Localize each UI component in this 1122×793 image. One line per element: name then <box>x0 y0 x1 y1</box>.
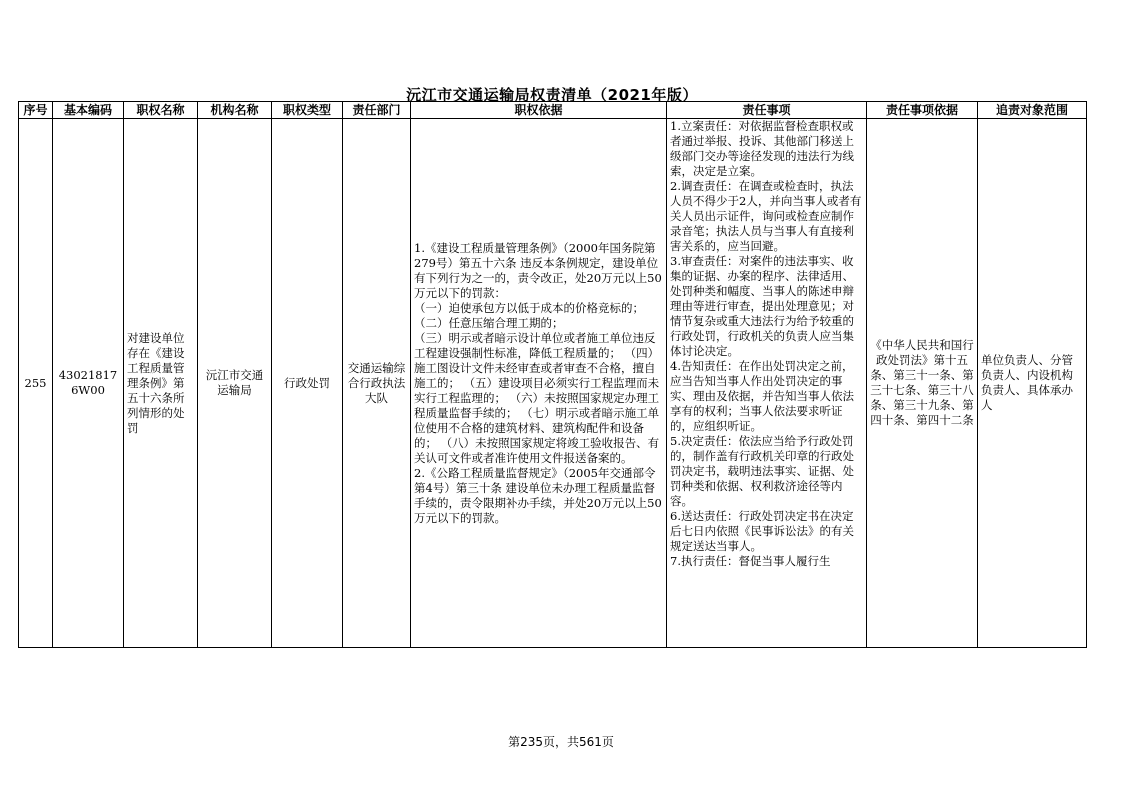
duty-item: 2.调查责任：在调查或检查时，执法人员不得少于2人，并向当事人或者有关人员出示证件，询问或检查应制作录音笔；执法人员与当事人有直接利害关系的，应当回避。 <box>670 179 862 253</box>
basis-paragraph: 2.《公路工程质量监督规定》（2005年交通部令第4号）第三十条 建设单位未办理工程质量监督手续的，责令限期补办手续，并处20万元以上50万元以下的罚款。 <box>414 465 662 525</box>
duty-item: 5.决定责任：依法应当给予行政处罚的，制作盖有行政机关印章的行政处罚决定书，载明违法事实、证据、处罚种类和依据、权利救济途径等内容。 <box>670 434 854 508</box>
duties-list <box>670 119 863 647</box>
duty-item: 4.告知责任：在作出处罚决定之前，应当告知当事人作出处罚决定的事实、理由及依据，并告知当事人依法享有的权利；当事人依法要求听证的，应组织听证。 <box>670 359 854 433</box>
header-dept: 责任部门 <box>343 102 411 119</box>
duty-item: 1.立案责任：对依据监督检查职权或者通过举报、投诉、其他部门移送上级部门交办等途径发现的违法行为线索，决定是立案。 <box>670 119 854 178</box>
cell-duty-basis: 《中华人民共和国行政处罚法》第十五条、第三十一条、第三十七条、第三十八条、第三十九条、第四十条、第四十二条 <box>867 119 978 648</box>
header-power-type: 职权类型 <box>272 102 343 119</box>
header-power-name: 职权名称 <box>124 102 198 119</box>
header-duty-basis: 责任事项依据 <box>867 102 978 119</box>
duty-item: 6.送达责任：行政处罚决定书在决定后七日内依照《民事诉讼法》的有关规定送达当事人。 <box>670 509 854 553</box>
header-seq: 序号 <box>19 102 53 119</box>
cell-duties <box>667 119 867 648</box>
cell-power-type: 行政处罚 <box>272 119 343 648</box>
cell-dept: 交通运输综合行政执法大队 <box>343 119 411 648</box>
header-code: 基本编码 <box>53 102 124 119</box>
table-row <box>19 119 1087 648</box>
header-duties: 责任事项 <box>667 102 867 119</box>
cell-seq: 255 <box>19 119 53 648</box>
header-basis: 职权依据 <box>411 102 667 119</box>
duty-item: 7.执行责任：督促当事人履行生 <box>670 554 831 568</box>
basis-paragraph: （三）明示或者暗示设计单位或者施工单位违反工程建设强制性标准，降低工程质量的； （四）施工图设计文件未经审查或者审查不合格，擅自施工的； （五）建设项目必须实行工程监理而未实行工程监理的； （六）未按照国家规定办理工程质量监督手续的； （七）明示或者暗示施工单位使用不合格的建筑材料、建筑构配件和设备的； （八）未按照国家规定将竣工验收报告、有关认可文件或者准许使用文件报送备案的。 <box>414 330 660 465</box>
page-footer: 第235页，共561页 <box>508 735 614 749</box>
duty-item: 3.审查责任：对案件的违法事实、收集的证据、办案的程序、法律适用、处罚种类和幅度、当事人的陈述申辩理由等进行审查，提出处理意见；对情节复杂或重大违法行为给予较重的行政处罚，行政机关的负责人应当集体讨论决定。 <box>670 254 854 358</box>
basis-paragraph: 1.《建设工程质量管理条例》（2000年国务院第279号）第五十六条 违反本条例规定，建设单位有下列行为之一的，责令改正，处20万元以上50万元以下的罚款： <box>414 240 662 300</box>
document-title: 沅江市交通运输局权责清单（2021年版） <box>406 86 698 104</box>
cell-basis <box>411 119 667 648</box>
cell-power-name: 对建设单位存在《建设工程质量管理条例》第五十六条所列情形的处罚 <box>124 119 198 648</box>
header-accountability: 追责对象范围 <box>978 102 1087 119</box>
responsibility-table <box>18 101 1087 648</box>
cell-org-name: 沅江市交通运输局 <box>198 119 272 648</box>
cell-code: 430218176W00 <box>53 119 124 648</box>
cell-accountability: 单位负责人、分管负责人、内设机构负责人、具体承办人 <box>978 119 1087 648</box>
header-row <box>19 102 1087 119</box>
basis-paragraph: （一）迫使承包方以低于成本的价格竞标的； （二）任意压缩合理工期的； <box>414 300 644 330</box>
header-org-name: 机构名称 <box>198 102 272 119</box>
